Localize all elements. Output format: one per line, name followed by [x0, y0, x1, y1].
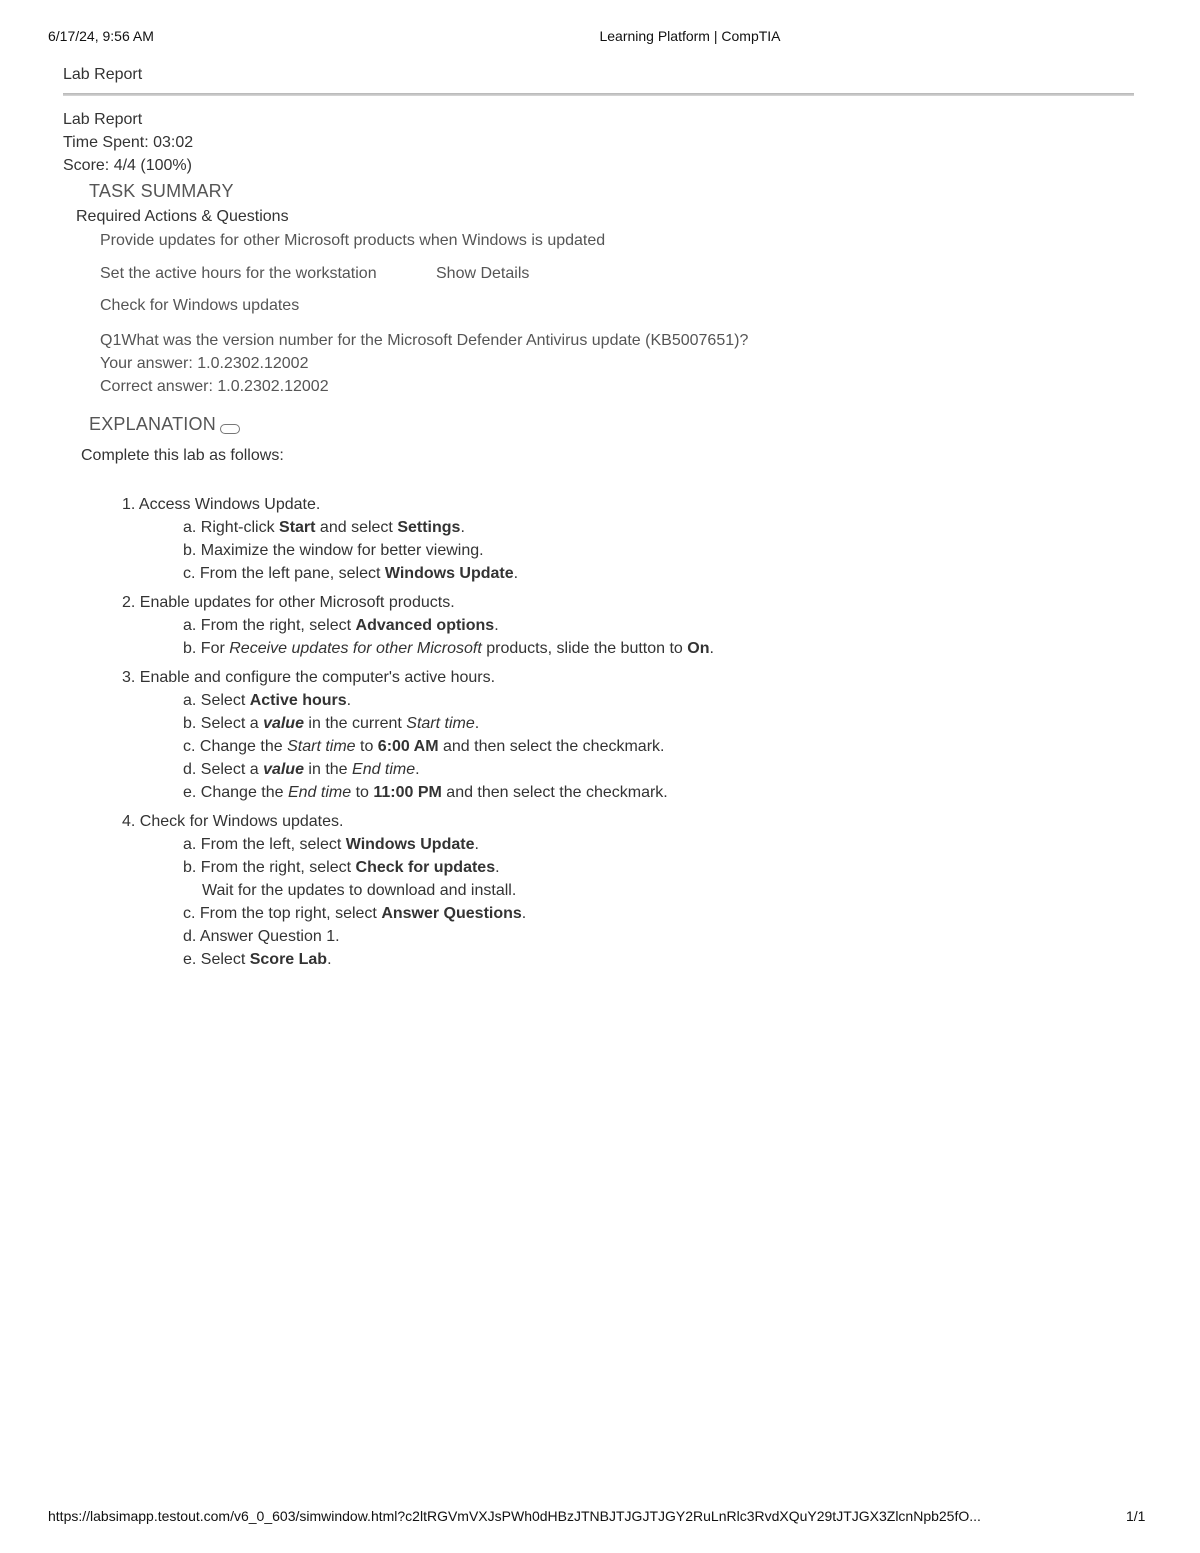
- substep-text: products, slide the button to: [481, 640, 688, 657]
- substep-letter: b.: [183, 542, 197, 559]
- substep: [122, 539, 1022, 562]
- print-title: Learning Platform | CompTIA: [599, 28, 781, 44]
- explanation-title: EXPLANATION: [89, 414, 216, 434]
- show-details-link[interactable]: Show Details: [436, 265, 530, 282]
- substep: [122, 689, 1022, 712]
- ui-term: End time: [287, 784, 352, 801]
- ui-term: 11:00 PM: [373, 784, 442, 801]
- substep-letter: b.: [183, 859, 197, 876]
- substep-text: and then select the checkmark.: [441, 784, 668, 801]
- substep-text: .: [474, 715, 480, 732]
- substep: [122, 516, 1022, 539]
- substep: [122, 562, 1022, 585]
- substep-letter: e.: [183, 784, 197, 801]
- substep-text: From the right, select: [200, 859, 356, 876]
- task-summary-title: TASK SUMMARY: [89, 181, 234, 201]
- ui-term: value: [263, 715, 304, 732]
- substep-text: Select a: [200, 715, 264, 732]
- score: Score: 4/4 (100%): [63, 157, 192, 174]
- substep-text: From the top right, select: [199, 905, 382, 922]
- time-spent: Time Spent: 03:02: [63, 134, 194, 151]
- print-footer: [0, 1508, 1200, 1528]
- substep-letter: a.: [183, 692, 197, 709]
- substep-text: Select: [200, 692, 250, 709]
- substep-text: .: [521, 905, 527, 922]
- ui-term: Receive updates for other Microsoft: [229, 640, 482, 657]
- step-text: Enable and configure the computer's active hours.: [139, 669, 496, 686]
- substep-letter: a.: [183, 836, 197, 853]
- substep-text: Change the: [199, 738, 288, 755]
- substep-text: .: [415, 761, 420, 778]
- substep-text: Select a: [200, 761, 264, 778]
- substep: [122, 735, 1022, 758]
- substep-text: .: [495, 859, 500, 876]
- substep-letter: d.: [183, 928, 197, 945]
- explanation-steps: [122, 493, 1022, 977]
- substep-letter: d.: [183, 761, 197, 778]
- substep-letter: b.: [183, 715, 197, 732]
- ui-term: On: [687, 640, 710, 657]
- step-heading: [122, 591, 1022, 614]
- print-header: [0, 28, 1200, 48]
- substep-text: .: [494, 617, 499, 634]
- task-item: Set the active hours for the workstation: [100, 265, 377, 282]
- substep-text: Change the: [200, 784, 288, 801]
- step-number: 2.: [122, 594, 136, 611]
- ui-term: Start time: [287, 738, 356, 755]
- collapse-toggle-icon[interactable]: [220, 424, 240, 434]
- substep-note: Wait for the updates to download and install.: [202, 882, 517, 899]
- step-3: [122, 666, 1022, 804]
- step-number: 4.: [122, 813, 136, 830]
- substep: [122, 833, 1022, 856]
- substep-text: and select: [315, 519, 398, 536]
- ui-term: End time: [352, 761, 416, 778]
- correct-answer: Correct answer: 1.0.2302.12002: [100, 378, 329, 395]
- substep: [122, 781, 1022, 804]
- substep-text: Right-click: [200, 519, 280, 536]
- ui-term: Answer Questions: [381, 905, 522, 922]
- substep-text: .: [709, 640, 714, 657]
- substep: [122, 925, 1022, 948]
- print-page-number: 1/1: [1126, 1508, 1146, 1524]
- substep-text: .: [460, 519, 465, 536]
- substep-text: in the current: [303, 715, 407, 732]
- substep: [122, 902, 1022, 925]
- ui-term: Windows Update: [384, 565, 514, 582]
- page-heading: Lab Report: [63, 66, 143, 83]
- your-answer: Your answer: 1.0.2302.12002: [100, 355, 309, 372]
- step-number: 3.: [122, 669, 136, 686]
- explanation-heading: [89, 414, 240, 435]
- substep-letter: a.: [183, 617, 197, 634]
- substep-letter: e.: [183, 951, 197, 968]
- step-2: [122, 591, 1022, 660]
- substep: [122, 712, 1022, 735]
- substep-text: .: [327, 951, 332, 968]
- substep-text: From the right, select: [200, 617, 356, 634]
- substep-text: and then select the checkmark.: [438, 738, 665, 755]
- substep-text: Answer Question 1.: [199, 928, 340, 945]
- step-heading: [122, 810, 1022, 833]
- print-date: 6/17/24, 9:56 AM: [48, 28, 154, 44]
- substep: [122, 614, 1022, 637]
- explanation-intro: Complete this lab as follows:: [81, 447, 284, 464]
- report-meta: [63, 108, 193, 177]
- substep: [122, 856, 1022, 879]
- substep-letter: c.: [183, 905, 196, 922]
- step-text: Check for Windows updates.: [139, 813, 344, 830]
- substep: [122, 758, 1022, 781]
- step-heading: [122, 666, 1022, 689]
- ui-term: Start time: [406, 715, 475, 732]
- substep-text: to: [355, 738, 378, 755]
- step-4: [122, 810, 1022, 971]
- substep-letter: c.: [183, 738, 196, 755]
- task-item: Provide updates for other Microsoft products when Windows is updated: [100, 232, 606, 249]
- substep-text: in the: [303, 761, 353, 778]
- substep-letter: a.: [183, 519, 197, 536]
- substep: [122, 637, 1022, 660]
- ui-term: Start: [279, 519, 316, 536]
- ui-term: Check for updates: [355, 859, 496, 876]
- ui-term: Advanced options: [355, 617, 495, 634]
- task-item: Check for Windows updates: [100, 297, 300, 314]
- substep: [122, 948, 1022, 971]
- substep-text: From the left, select: [200, 836, 346, 853]
- report-title: Lab Report: [63, 111, 143, 128]
- substep-text: From the left pane, select: [199, 565, 385, 582]
- required-actions-heading: Required Actions & Questions: [76, 208, 289, 225]
- ui-term: value: [263, 761, 304, 778]
- substep-text: .: [513, 565, 519, 582]
- question-text: Q1What was the version number for the Microsoft Defender Antivirus update (KB5007651)?: [100, 332, 749, 349]
- step-heading: [122, 493, 1022, 516]
- step-number: 1.: [122, 496, 136, 513]
- step-text: Access Windows Update.: [138, 496, 321, 513]
- substep-letter: c.: [183, 565, 196, 582]
- substep-text: to: [351, 784, 374, 801]
- print-url: https://labsimapp.testout.com/v6_0_603/simwindow.html?c2ltRGVmVXJsPWh0dHBzJTNBJTJGJTJGY2RuLnRlc3RvdXQuY29tJTJGX3ZlcnNpb25fO...: [48, 1508, 981, 1524]
- ui-term: 6:00 AM: [377, 738, 439, 755]
- step-1: [122, 493, 1022, 585]
- substep-letter: b.: [183, 640, 197, 657]
- substep-text: Maximize the window for better viewing.: [200, 542, 484, 559]
- ui-term: Settings: [397, 519, 461, 536]
- ui-term: Score Lab: [249, 951, 328, 968]
- substep-text: For: [200, 640, 230, 657]
- ui-term: Active hours: [249, 692, 347, 709]
- substep-text: .: [346, 692, 352, 709]
- question-block: [100, 329, 748, 398]
- substep-text: Select: [200, 951, 250, 968]
- step-text: Enable updates for other Microsoft products.: [139, 594, 455, 611]
- header-divider: [63, 93, 1134, 96]
- ui-term: Windows Update: [345, 836, 475, 853]
- substep-text: .: [474, 836, 479, 853]
